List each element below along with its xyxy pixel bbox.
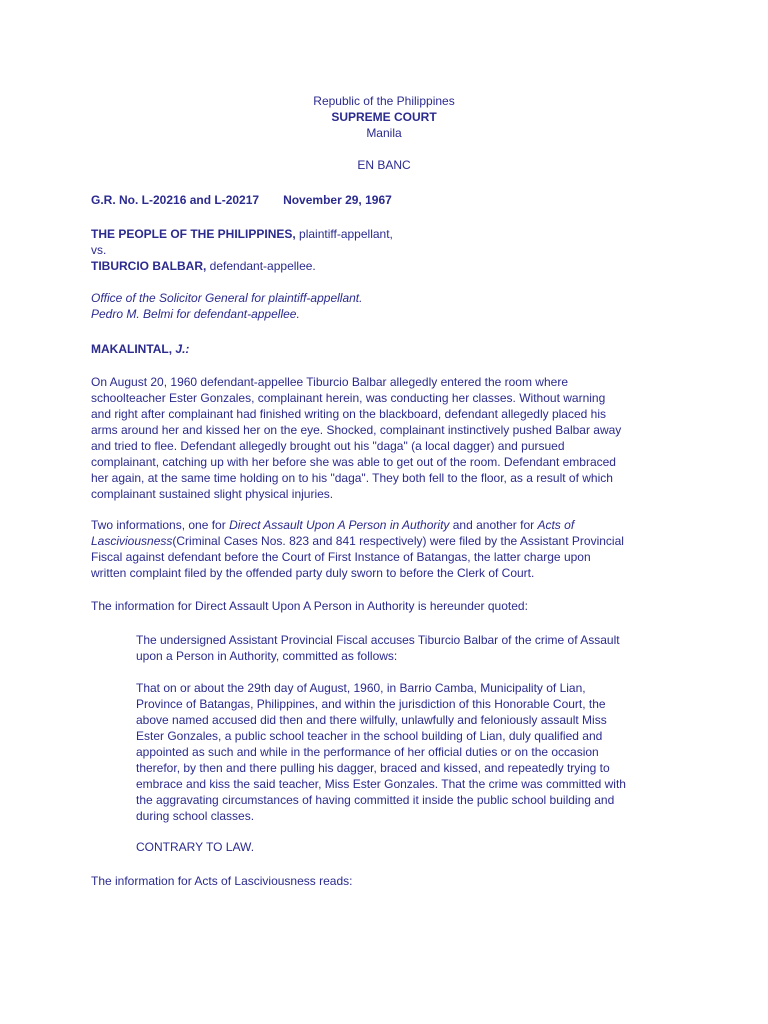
- quote-line: That on or about the 29th day of August, 1960, in Barrio Camba, Municipality of Lian,: [136, 681, 586, 695]
- ponente-title: J.:: [172, 342, 190, 356]
- paragraph-line: and tried to flee. Defendant allegedly brought out his "daga" (a local dagger) and pursued: [91, 439, 565, 453]
- ponente-name: MAKALINTAL,: [91, 342, 173, 356]
- division-label: [0, 157, 768, 173]
- paragraph-line: On August 20, 1960 defendant-appellee Tiburcio Balbar allegedly entered the room where: [91, 375, 568, 389]
- paragraph-intro-quote: [91, 598, 681, 614]
- quoted-closing: [136, 839, 681, 855]
- text-run: (Criminal Cases Nos. 823 and 841 respectively) were filed by the Assistant Provincial: [172, 534, 624, 548]
- paragraph-line: and right after complainant had finished writing on the blackboard, defendant allegedly placed his: [91, 407, 607, 421]
- charge-name: Lasciviousness: [91, 534, 173, 548]
- text-run: and another for: [449, 518, 538, 532]
- quote-line: the aggravating circumstances of having committed it inside the public school building and: [136, 793, 615, 807]
- charge-name: Acts of: [537, 518, 575, 532]
- quote-line: Province of Batangas, Philippines, and within the jurisdiction of this Honorable Court, the: [136, 697, 606, 711]
- plaintiff-line: [91, 226, 681, 242]
- defendant-name: TIBURCIO BALBAR,: [91, 259, 207, 273]
- quote-line: during school classes.: [136, 809, 255, 823]
- paragraph-informations: [91, 517, 681, 581]
- counsel-line: Pedro M. Belmi for defendant-appellee.: [91, 307, 300, 321]
- paragraph-lasciviousness: [91, 873, 681, 889]
- plaintiff-role: plaintiff-appellant,: [295, 227, 393, 241]
- paragraph-line: complainant, catching up with her before she was able to get out of the room. Defendant embraced: [91, 455, 616, 469]
- paragraph-line: [91, 517, 681, 533]
- quote-line: CONTRARY TO LAW.: [136, 840, 255, 854]
- republic-line: Republic of the Philippines: [313, 94, 455, 108]
- charge-name: Direct Assault Upon A Person in Authority: [229, 518, 450, 532]
- case-number: G.R. No. L-20216 and L-20217: [91, 193, 260, 207]
- paragraph-line: The information for Direct Assault Upon A Person in Authority is hereunder quoted:: [91, 599, 528, 613]
- paragraph-facts: [91, 374, 681, 502]
- counsel-block: [91, 290, 681, 322]
- paragraph-line: complainant sustained slight physical injuries.: [91, 487, 334, 501]
- division-text: EN BANC: [357, 158, 411, 172]
- quoted-accusation: [136, 632, 681, 664]
- quote-line: therefor, by then and there pulling his dagger, braced and kissed, and repeatedly trying to: [136, 761, 610, 775]
- paragraph-line: written complaint filed by the offended party duly sworn to before the Clerk of Court.: [91, 566, 535, 580]
- versus-text: vs.: [91, 243, 107, 257]
- case-date: November 29, 1967: [283, 193, 392, 207]
- defendant-role: defendant-appellee.: [206, 259, 316, 273]
- quote-line: Ester Gonzales, a public school teacher in the school building of Lian, duly qualified and: [136, 729, 603, 743]
- quote-line: upon a Person in Authority, committed as follows:: [136, 649, 398, 663]
- paragraph-line: schoolteacher Ester Gonzales, complainant herein, was conducting her classes. Without warning: [91, 391, 606, 405]
- quote-line: The undersigned Assistant Provincial Fiscal accuses Tiburcio Balbar of the crime of Assault: [136, 633, 620, 647]
- paragraph-line: [91, 533, 681, 549]
- paragraph-line: her again, at the same time holding on to his "daga". They both fell to the floor, as a result of which: [91, 471, 613, 485]
- quote-line: appointed as such and while in the performance of her official duties or on the occasion: [136, 745, 599, 759]
- case-citation: [91, 192, 681, 208]
- paragraph-line: The information for Acts of Lasciviousness reads:: [91, 874, 353, 888]
- quoted-charge: [136, 680, 681, 824]
- paragraph-line: arms around her and kissed her on the eye. Shocked, complainant instinctively pushed Balbar away: [91, 423, 622, 437]
- defendant-line: [91, 258, 681, 274]
- text-run: Two informations, one for: [91, 518, 230, 532]
- court-city: Manila: [366, 126, 402, 140]
- ponente-heading: [91, 341, 681, 357]
- court-name: SUPREME COURT: [331, 110, 437, 124]
- counsel-line: Office of the Solicitor General for plaintiff-appellant.: [91, 291, 363, 305]
- case-parties: [91, 226, 681, 274]
- paragraph-line: Fiscal against defendant before the Court of First Instance of Batangas, the latter charge upon: [91, 550, 591, 564]
- plaintiff-name: THE PEOPLE OF THE PHILIPPINES,: [91, 227, 296, 241]
- quote-line: above named accused did then and there wilfully, unlawfully and feloniously assault Miss: [136, 713, 607, 727]
- quote-line: embrace and kiss the said teacher, Miss Ester Gonzales. That the crime was committed with: [136, 777, 626, 791]
- court-header: [0, 93, 768, 141]
